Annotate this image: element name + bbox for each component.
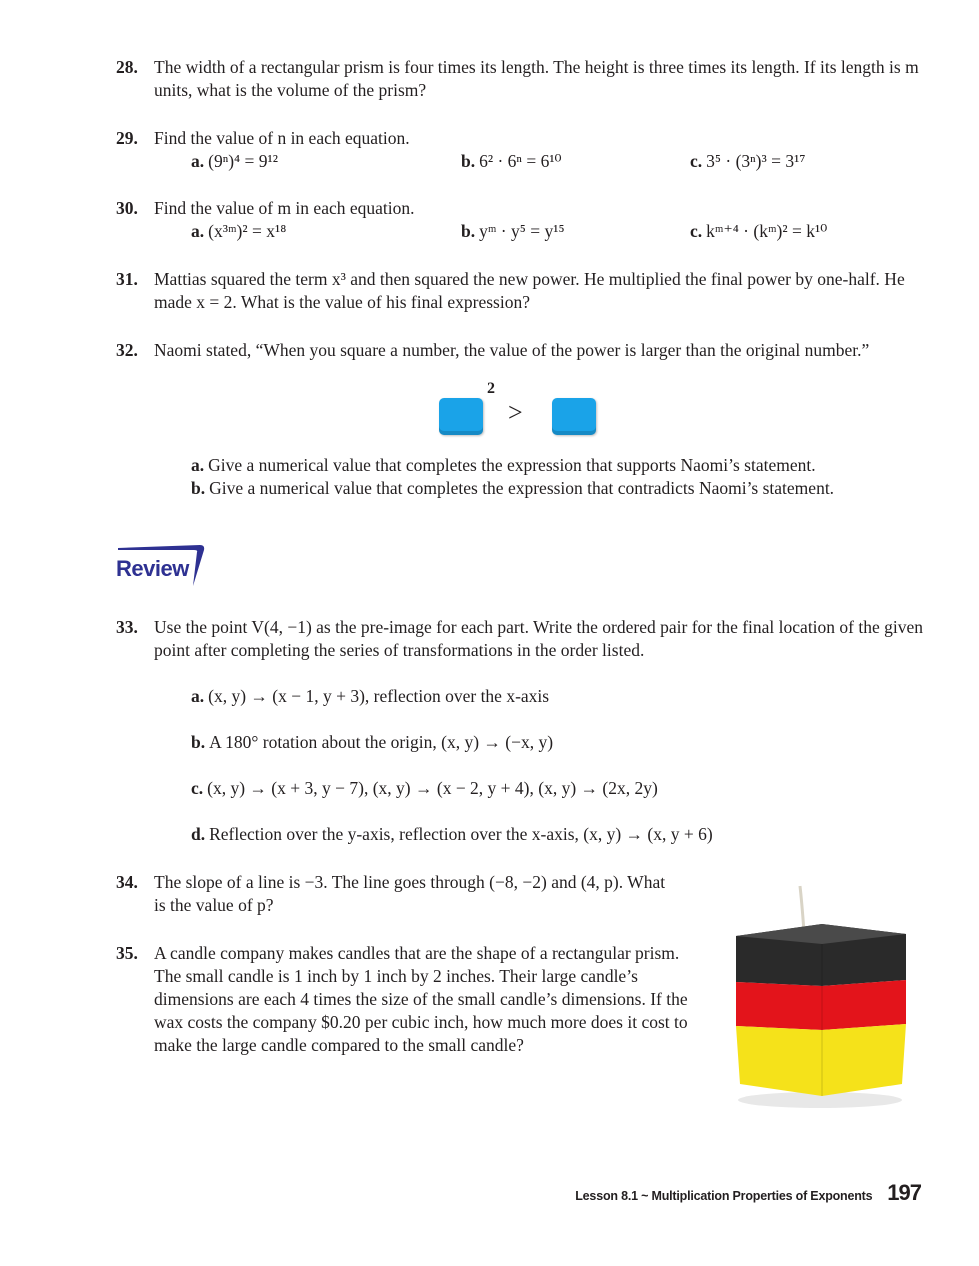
candle-image — [730, 884, 910, 1114]
problem-29 — [116, 127, 926, 173]
part-b: b. 6² · 6ⁿ = 6¹⁰ — [461, 151, 562, 171]
parts-row — [191, 150, 926, 173]
problem-31 — [116, 268, 926, 314]
problem-33 — [116, 616, 926, 662]
part-c: c. kᵐ⁺⁴ · (kᵐ)² = k¹⁰ — [690, 221, 828, 241]
problem-number: 28. — [116, 57, 138, 77]
problem-number: 33. — [116, 617, 138, 637]
page-footer — [575, 1180, 921, 1206]
review-heading — [116, 544, 208, 588]
problem-32-part-b: b. Give a numerical value that completes the expression that contradicts Naomi’s statement. — [191, 478, 835, 498]
problem-28 — [116, 56, 926, 102]
lesson-title: Lesson 8.1 ~ Multiplication Properties of Exponents — [575, 1189, 873, 1203]
blank-box-right — [552, 398, 596, 435]
problem-text: Find the value of n in each equation. — [154, 128, 410, 148]
problem-text: Use the point V(4, −1) as the pre-image for each part. Write the ordered pair for the final location of the given point after completing the series of transformations in the order listed. — [154, 617, 924, 660]
greater-than-symbol: > — [508, 398, 523, 427]
problem-number: 31. — [116, 269, 138, 289]
problem-30 — [116, 197, 926, 243]
problem-number: 35. — [116, 943, 138, 963]
problem-number: 34. — [116, 872, 138, 892]
problem-number: 29. — [116, 128, 138, 148]
problem-34 — [116, 871, 676, 917]
problem-32 — [116, 339, 926, 362]
problem-32-part-a: a. Give a numerical value that completes the expression that supports Naomi’s statement. — [191, 455, 816, 475]
problem-33-part-b: b. A 180° rotation about the origin, (x, y) → (−x, y) — [191, 732, 554, 752]
page-number: 197 — [887, 1180, 921, 1205]
problem-text: Find the value of m in each equation. — [154, 198, 415, 218]
problem-text: The slope of a line is −3. The line goes through (−8, −2) and (4, p). What is the value of p? — [154, 872, 666, 915]
problem-35 — [116, 942, 706, 1057]
part-b: b. yᵐ · y⁵ = y¹⁵ — [461, 221, 565, 241]
problem-33-part-d: d. Reflection over the y-axis, reflection over the x-axis, (x, y) → (x, y + 6) — [191, 824, 713, 844]
problem-33-part-c: c. (x, y) → (x + 3, y − 7), (x, y) → (x − 2, y + 4), (x, y) → (2x, 2y) — [191, 778, 658, 798]
exponent-label: 2 — [487, 380, 495, 397]
review-title: Review — [116, 556, 189, 581]
problem-number: 32. — [116, 340, 138, 360]
problem-text: A candle company makes candles that are the shape of a rectangular prism. The small candle is 1 inch by 1 inch by 2 inches. Their large candle’s dimensions are each 4 times the size of the small candle’s dimensions. If the wax costs the company $0.20 per cubic inch, how much more does it cost to make the large candle compared to the small candle? — [154, 943, 688, 1055]
part-a: a. (x³ᵐ)² = x¹⁸ — [191, 221, 287, 241]
part-a: a. (9ⁿ)⁴ = 9¹² — [191, 151, 279, 171]
problem-text: Naomi stated, “When you square a number, the value of the power is larger than the original number.” — [154, 340, 870, 360]
problem-text: The width of a rectangular prism is four times its length. The height is three times its length. If its length is m units, what is the volume of the prism? — [154, 57, 919, 100]
parts-row — [191, 220, 926, 243]
blank-box-left — [439, 398, 483, 435]
problem-number: 30. — [116, 198, 138, 218]
part-c: c. 3⁵ · (3ⁿ)³ = 3¹⁷ — [690, 151, 806, 171]
problem-33-part-a: a. (x, y) → (x − 1, y + 3), reflection over the x-axis — [191, 686, 550, 706]
problem-text: Mattias squared the term x³ and then squared the new power. He multiplied the final power by one-half. He made x = 2. What is the value of his final expression? — [154, 269, 905, 312]
